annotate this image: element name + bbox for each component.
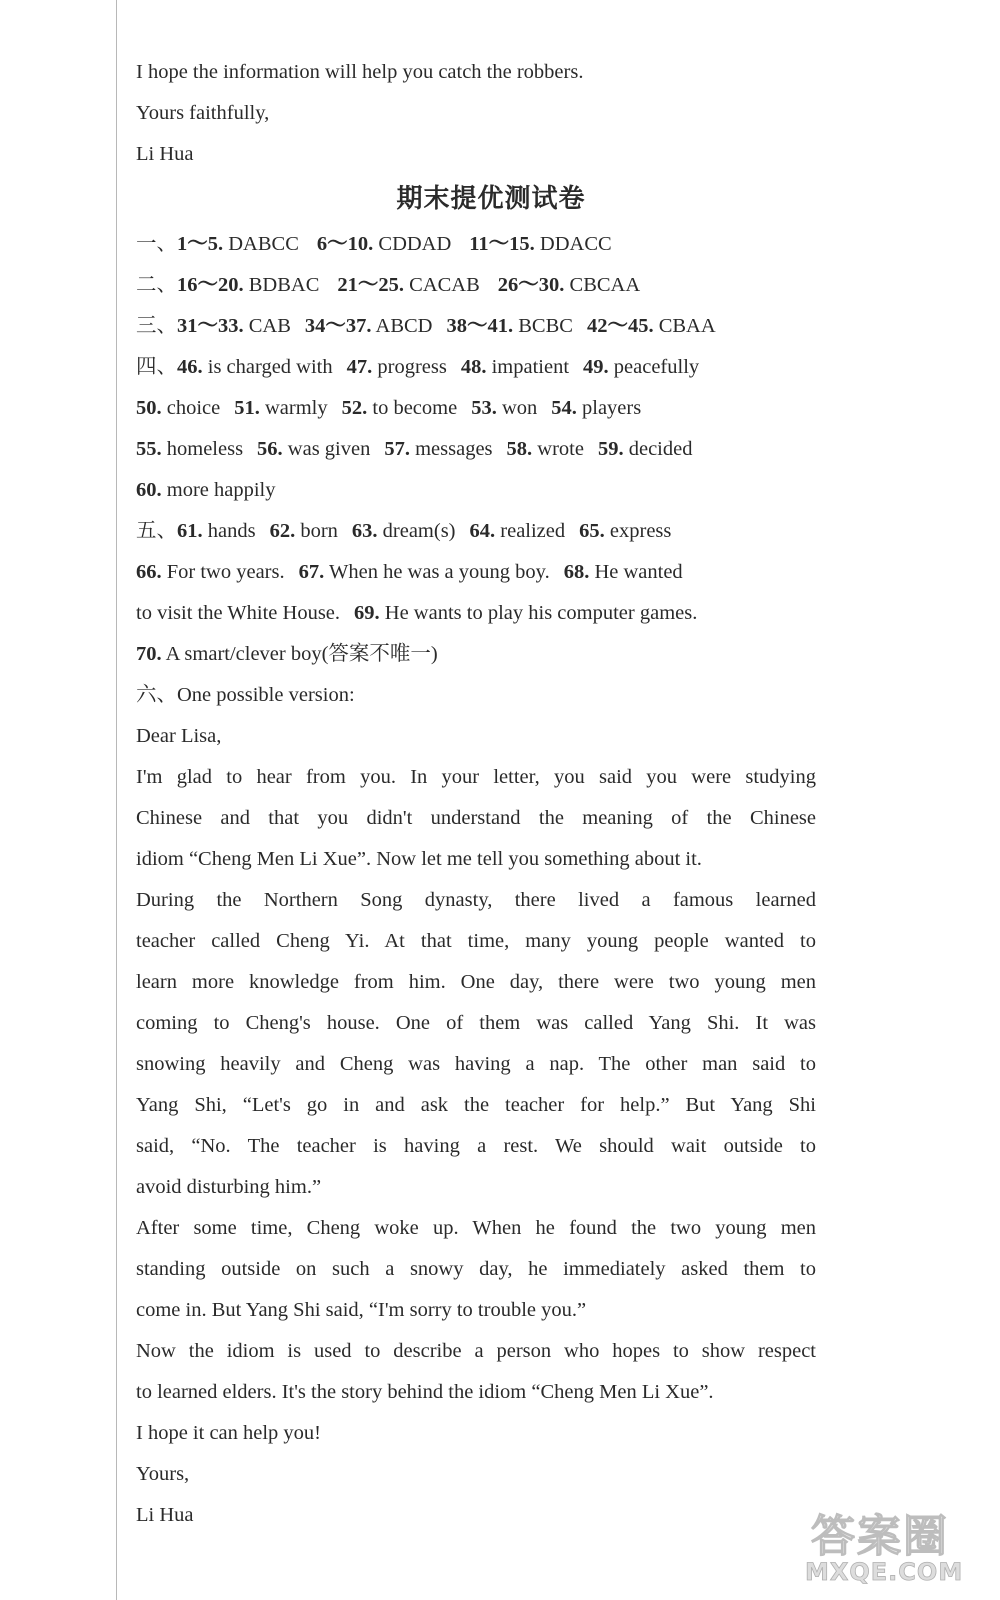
- item-number: 62.: [269, 520, 296, 542]
- section-4-row-1: [136, 347, 816, 388]
- answer: CBCAA: [569, 274, 641, 296]
- answer: For two years.: [166, 561, 285, 583]
- answer: BDBAC: [248, 274, 320, 296]
- answer: CBAA: [658, 315, 716, 337]
- letter-line: snowing heavily and Cheng was having a nap. The other man said to: [136, 1053, 816, 1075]
- answer: CDDAD: [378, 233, 452, 255]
- item-number: 34～37.: [304, 315, 372, 337]
- item-number: 67.: [298, 561, 325, 583]
- answer: When he was a young boy.: [329, 561, 550, 583]
- letter-line: Now the idiom is used to describe a person who hopes to show respect: [136, 1340, 816, 1362]
- letter-line: learn more knowledge from him. One day, there were two young men: [136, 971, 816, 993]
- answer: BCBC: [518, 315, 573, 337]
- item-number: 46.: [177, 356, 203, 378]
- item-number: 26～30.: [497, 274, 565, 296]
- item-number: 16～20.: [177, 274, 244, 296]
- answer-part: to visit the White House.: [136, 602, 341, 624]
- answer: He wants to play his computer games.: [384, 602, 698, 624]
- item-number: 50.: [136, 397, 162, 419]
- item-number: 1～5.: [177, 233, 224, 255]
- item-number: 65.: [579, 520, 605, 542]
- answer: progress: [377, 356, 447, 378]
- letter-line: Chinese and that you didn't understand the meaning of the Chinese: [136, 807, 816, 829]
- section-5-row-3: [136, 593, 816, 634]
- section-label: 六、: [136, 684, 177, 706]
- answer: decided: [628, 438, 693, 460]
- section-intro: One possible version:: [177, 684, 355, 706]
- letter-line: avoid disturbing him.”: [136, 1176, 322, 1198]
- letter-line: I hope it can help you!: [136, 1422, 322, 1444]
- answer: CACAB: [409, 274, 480, 296]
- answer: warmly: [265, 397, 328, 419]
- item-number: 52.: [341, 397, 368, 419]
- section-5-row-1: [136, 511, 816, 552]
- letter-signature: Li Hua: [136, 1504, 194, 1526]
- letter-line: I'm glad to hear from you. In your letter, you said you were studying: [136, 766, 816, 788]
- answer: CAB: [248, 315, 291, 337]
- answer-page: [136, 52, 816, 1536]
- item-number: 42～45.: [586, 315, 654, 337]
- section-3: [136, 306, 816, 347]
- section-label: 二、: [136, 274, 177, 296]
- section-6: [136, 675, 816, 716]
- item-number: 59.: [597, 438, 624, 460]
- item-number: 70.: [136, 643, 162, 665]
- section-4-row-4: [136, 470, 816, 511]
- answer: DDACC: [539, 233, 612, 255]
- letter-line: said, “No. The teacher is having a rest. We should wait outside to: [136, 1135, 816, 1157]
- item-number: 21～25.: [337, 274, 405, 296]
- letter-line: to learned elders. It's the story behind the idiom “Cheng Men Li Xue”.: [136, 1381, 714, 1403]
- answer: impatient: [491, 356, 570, 378]
- item-number: 64.: [469, 520, 496, 542]
- answer: realized: [500, 520, 566, 542]
- item-number: 66.: [136, 561, 162, 583]
- watermark-url: MXQE.COM: [805, 1558, 964, 1586]
- item-number: 55.: [136, 438, 162, 460]
- section-5-row-4: [136, 634, 816, 675]
- item-number: 57.: [384, 438, 410, 460]
- letter-line: standing outside on such a snowy day, he immediately asked them to: [136, 1258, 816, 1280]
- item-number: 68.: [563, 561, 590, 583]
- section-5-row-2: [136, 552, 816, 593]
- letter-line: idiom “Cheng Men Li Xue”. Now let me tell you something about it.: [136, 848, 702, 870]
- watermark-logo: [805, 1500, 995, 1600]
- answer: won: [501, 397, 538, 419]
- answer: born: [300, 520, 338, 542]
- answer: choice: [166, 397, 221, 419]
- letter-line: come in. But Yang Shi said, “I'm sorry to trouble you.”: [136, 1299, 587, 1321]
- answer: to become: [372, 397, 458, 419]
- letter-line: coming to Cheng's house. One of them was called Yang Shi. It was: [136, 1012, 816, 1034]
- letter-line: Yang Shi, “Let's go in and ask the teacher for help.” But Yang Shi: [136, 1094, 816, 1116]
- answer: wrote: [537, 438, 584, 460]
- item-number: 63.: [351, 520, 378, 542]
- section-4-row-3: [136, 429, 816, 470]
- answer: is charged with: [207, 356, 333, 378]
- answer: peacefully: [613, 356, 700, 378]
- item-number: 49.: [583, 356, 609, 378]
- item-number: 6～10.: [316, 233, 374, 255]
- answer: hands: [207, 520, 256, 542]
- watermark-cn: 答案圈: [811, 1511, 949, 1562]
- letter-line: During the Northern Song dynasty, there lived a famous learned: [136, 889, 816, 911]
- letter-closing: Yours,: [136, 1463, 190, 1485]
- item-number: 56.: [257, 438, 283, 460]
- answer: dream(s): [382, 520, 456, 542]
- intro-signature: Li Hua: [136, 143, 194, 165]
- answer: A smart/clever boy(答案不唯一): [165, 643, 438, 665]
- section-2: [136, 265, 816, 306]
- letter-line: After some time, Cheng woke up. When he found the two young men: [136, 1217, 816, 1239]
- margin-rule: [116, 0, 117, 1600]
- answer: homeless: [166, 438, 244, 460]
- item-number: 53.: [471, 397, 497, 419]
- section-label: 四、: [136, 356, 177, 378]
- item-number: 54.: [551, 397, 577, 419]
- answer: more happily: [166, 479, 276, 501]
- answer: express: [609, 520, 672, 542]
- item-number: 47.: [346, 356, 373, 378]
- answer: DABCC: [228, 233, 299, 255]
- item-number: 31～33.: [177, 315, 244, 337]
- item-number: 11～15.: [469, 233, 535, 255]
- answer: players: [582, 397, 642, 419]
- item-number: 58.: [506, 438, 533, 460]
- letter-line: teacher called Cheng Yi. At that time, many young people wanted to: [136, 930, 816, 952]
- section-1: [136, 224, 816, 265]
- section-label: 一、: [136, 233, 177, 255]
- answer: was given: [287, 438, 371, 460]
- section-4-row-2: [136, 388, 816, 429]
- intro-closing: Yours faithfully,: [136, 102, 270, 124]
- answer: ABCD: [375, 315, 433, 337]
- section-label: 五、: [136, 520, 177, 542]
- item-number: 51.: [234, 397, 260, 419]
- intro-line: I hope the information will help you catch the robbers.: [136, 61, 584, 83]
- letter-greeting: Dear Lisa,: [136, 725, 222, 747]
- item-number: 60.: [136, 479, 162, 501]
- item-number: 61.: [177, 520, 203, 542]
- item-number: 69.: [354, 602, 380, 624]
- item-number: 48.: [460, 356, 487, 378]
- section-label: 三、: [136, 315, 177, 337]
- answer: messages: [415, 438, 493, 460]
- item-number: 38～41.: [446, 315, 514, 337]
- page-title: 期末提优测试卷: [396, 184, 586, 214]
- answer-part: He wanted: [594, 561, 683, 583]
